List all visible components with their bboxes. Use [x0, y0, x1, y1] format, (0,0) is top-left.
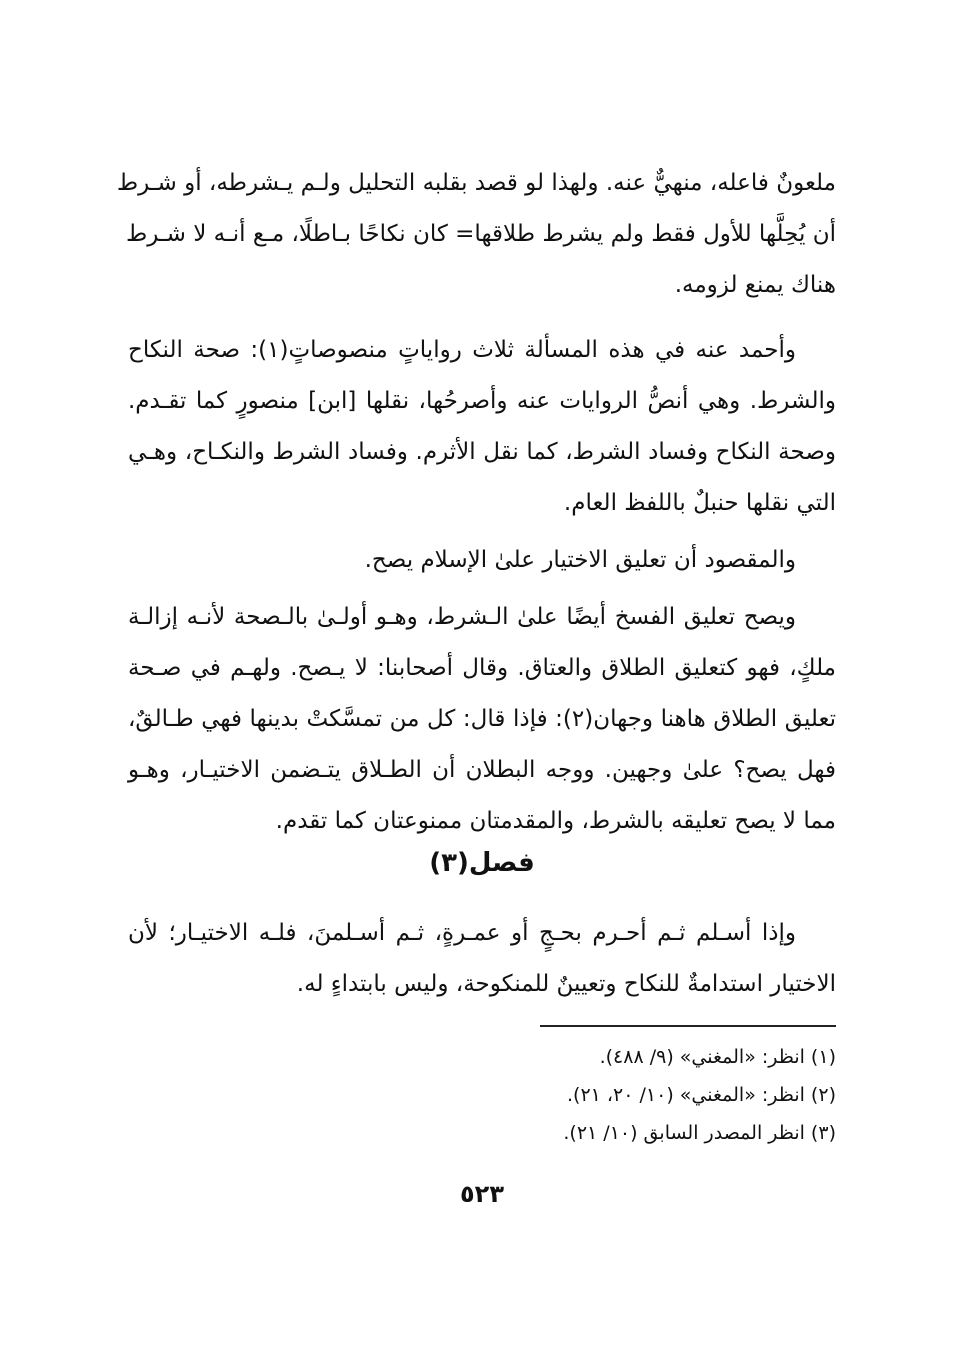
section-heading: فصل(٣)	[429, 848, 535, 878]
footnotes	[128, 1038, 836, 1152]
text-line: وإذا أسـلم ثـم أحـرم بحـجٍ أو عمـرةٍ، ثـم أسـلمنَ، فلـه الاختيـار؛ لأن	[128, 920, 796, 946]
page-number: ٥٢٣	[460, 1180, 504, 1208]
body-text-top	[116, 158, 836, 847]
text-line: تعليق الطلاق هاهنا وجهان(٢): فإذا قال: كل من تمسَّكتْ بدينها فهي طـالقٌ،	[128, 706, 836, 732]
footnote-divider	[540, 1025, 836, 1027]
text-line: فهل يصح؟ علىٰ وجهين. ووجه البطلان أن الطـلاق يتـضمن الاختيـار، وهـو	[128, 757, 836, 783]
text-line: أن يُحِلَّها للأول فقط ولم يشرط طلاقها= كان نكاحًا بـاطلًا، مـع أنـه لا شـرط	[125, 221, 836, 247]
footnote: (٣) انظر المصدر السابق (١٠/ ٢١).	[563, 1122, 836, 1144]
text-line: والشرط. وهي أنصُّ الروايات عنه وأصرحُها، نقلها [ابن] منصورٍ كما تقـدم.	[128, 388, 836, 414]
footnote: (١) انظر: «المغني» (٩/ ٤٨٨).	[599, 1046, 836, 1068]
text-line: هناك يمنع لزومه.	[674, 272, 836, 298]
text-line: ويصح تعليق الفسخ أيضًا علىٰ الـشرط، وهـو أولـىٰ بالـصحة لأنـه إزالـة	[128, 604, 796, 630]
text-line: مما لا يصح تعليقه بالشرط، والمقدمتان ممنوعتان كما تقدم.	[275, 808, 836, 834]
footnote: (٢) انظر: «المغني» (١٠/ ٢٠، ٢١).	[566, 1084, 836, 1106]
text-line: ملعونٌ فاعله، منهيٌّ عنه. ولهذا لو قصد بقلبه التحليل ولـم يـشرطه، أو شـرط	[116, 170, 836, 196]
text-line: ملكٍ، فهو كتعليق الطلاق والعتاق. وقال أصحابنا: لا يـصح. ولهـم في صـحة	[128, 655, 836, 681]
body-text-bottom	[128, 908, 836, 1010]
text-line: وصحة النكاح وفساد الشرط، كما نقل الأثرم. وفساد الشرط والنكـاح، وهـي	[128, 439, 836, 465]
text-line: وأحمد عنه في هذه المسألة ثلاث رواياتٍ منصوصاتٍ(١): صحة النكاح	[128, 337, 796, 363]
text-line: التي نقلها حنبلٌ باللفظ العام.	[563, 490, 836, 516]
text-line: والمقصود أن تعليق الاختيار علىٰ الإسلام يصح.	[364, 547, 796, 573]
text-line: الاختيار استدامةٌ للنكاح وتعيينٌ للمنكوحة، وليس بابتداءٍ له.	[296, 971, 836, 997]
